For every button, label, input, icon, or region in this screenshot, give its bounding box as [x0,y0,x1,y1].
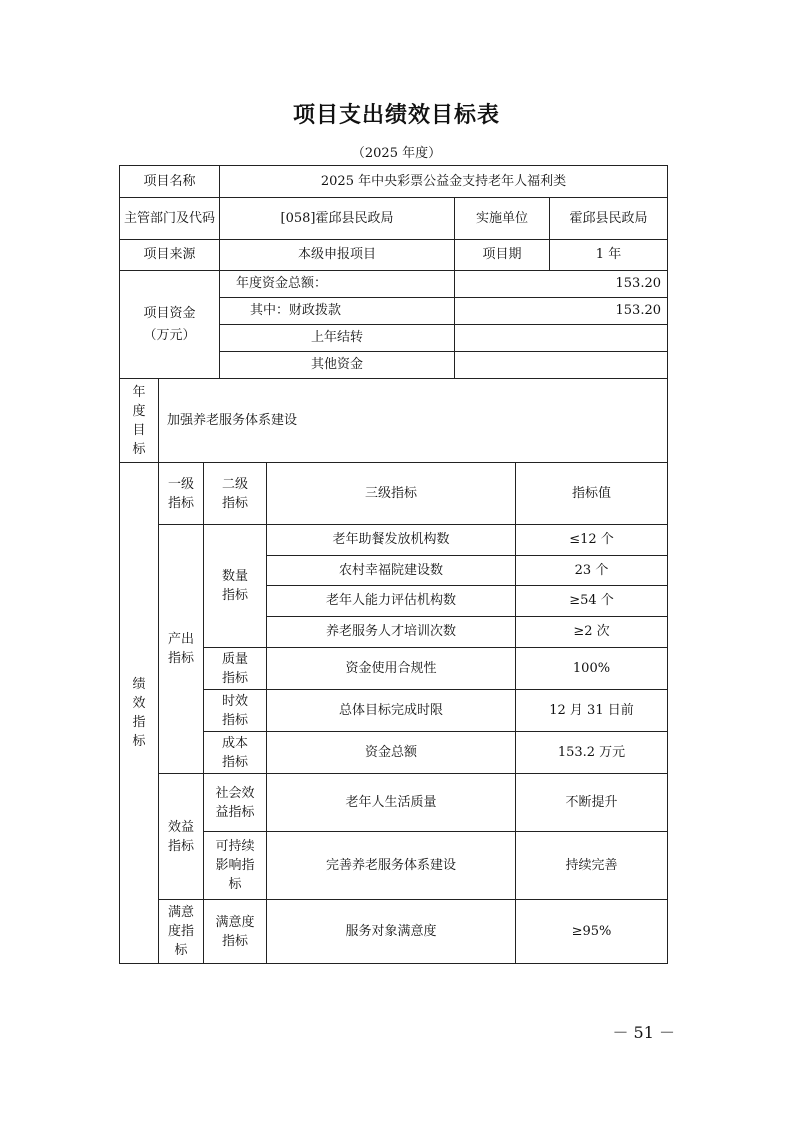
page-title: 项目支出绩效目标表 [292,103,500,128]
col-header-level2: 二级指标 [204,463,267,525]
performance-label: 绩效指标 [120,463,159,964]
funds-label-line1: 项目资金 [143,305,196,321]
annual-goal-text: 加强养老服务体系建设 [159,379,668,463]
performance-table [119,165,668,964]
funds-total-value: 153.20 [455,271,668,298]
funds-label [120,271,220,379]
indicator-name: 资金总额 [267,732,516,774]
funds-carryover-label: 上年结转 [220,325,455,352]
indicator-name: 完善养老服务体系建设 [267,832,516,900]
indicator-value: 100% [516,648,668,690]
funds-total-label: 年度资金总额： [220,271,455,298]
project-name-label: 项目名称 [120,166,220,198]
funds-fiscal-label: 其中：财政拨款 [220,298,455,325]
indicator-value: ≤12 个 [516,525,668,556]
col-header-level1: 一级指标 [159,463,204,525]
indicator-value: 12 月 31 日前 [516,690,668,732]
dept-label: 主管部门及代码 [120,198,220,240]
page-number: － 51 － [612,1023,675,1042]
dept-value: [058]霍邱县民政局 [220,198,455,240]
level1-output: 产出指标 [159,525,204,774]
indicator-name: 老年人能力评估机构数 [267,586,516,617]
funds-other-value [455,352,668,379]
level2-satisfaction: 满意度指标 [204,900,267,964]
indicator-name: 农村幸福院建设数 [267,556,516,586]
indicator-name: 资金使用合规性 [267,648,516,690]
funds-carryover-value [455,325,668,352]
indicator-value: ≥54 个 [516,586,668,617]
impl-unit-value: 霍邱县民政局 [550,198,668,240]
impl-unit-label: 实施单位 [455,198,550,240]
source-value: 本级申报项目 [220,240,455,271]
project-name: 2025 年中央彩票公益金支持老年人福利类 [220,166,668,198]
indicator-value: 持续完善 [516,832,668,900]
funds-fiscal-value: 153.20 [455,298,668,325]
indicator-name: 老年助餐发放机构数 [267,525,516,556]
level2-quantity: 数量指标 [204,525,267,648]
indicator-name: 养老服务人才培训次数 [267,617,516,648]
indicator-name: 老年人生活质量 [267,774,516,832]
indicator-value: 不断提升 [516,774,668,832]
level1-benefit: 效益指标 [159,774,204,900]
indicator-name: 总体目标完成时限 [267,690,516,732]
level2-timeliness: 时效指标 [204,690,267,732]
funds-other-label: 其他资金 [220,352,455,379]
funds-label-line2: （万元） [143,327,196,343]
level2-sustainability: 可持续影响指标 [204,832,267,900]
level1-satisfaction: 满意度指标 [159,900,204,964]
indicator-name: 服务对象满意度 [267,900,516,964]
level2-social: 社会效益指标 [204,774,267,832]
source-label: 项目来源 [120,240,220,271]
indicator-value: ≥2 次 [516,617,668,648]
col-header-level3: 三级指标 [267,463,516,525]
period-value: 1 年 [550,240,668,271]
col-header-value: 指标值 [516,463,668,525]
indicator-value: ≥95% [516,900,668,964]
year-note: （2025 年度） [351,146,442,161]
indicator-value: 23 个 [516,556,668,586]
period-label: 项目期 [455,240,550,271]
indicator-value: 153.2 万元 [516,732,668,774]
level2-cost: 成本指标 [204,732,267,774]
annual-goal-label: 年度目标 [120,379,159,463]
level2-quality: 质量指标 [204,648,267,690]
